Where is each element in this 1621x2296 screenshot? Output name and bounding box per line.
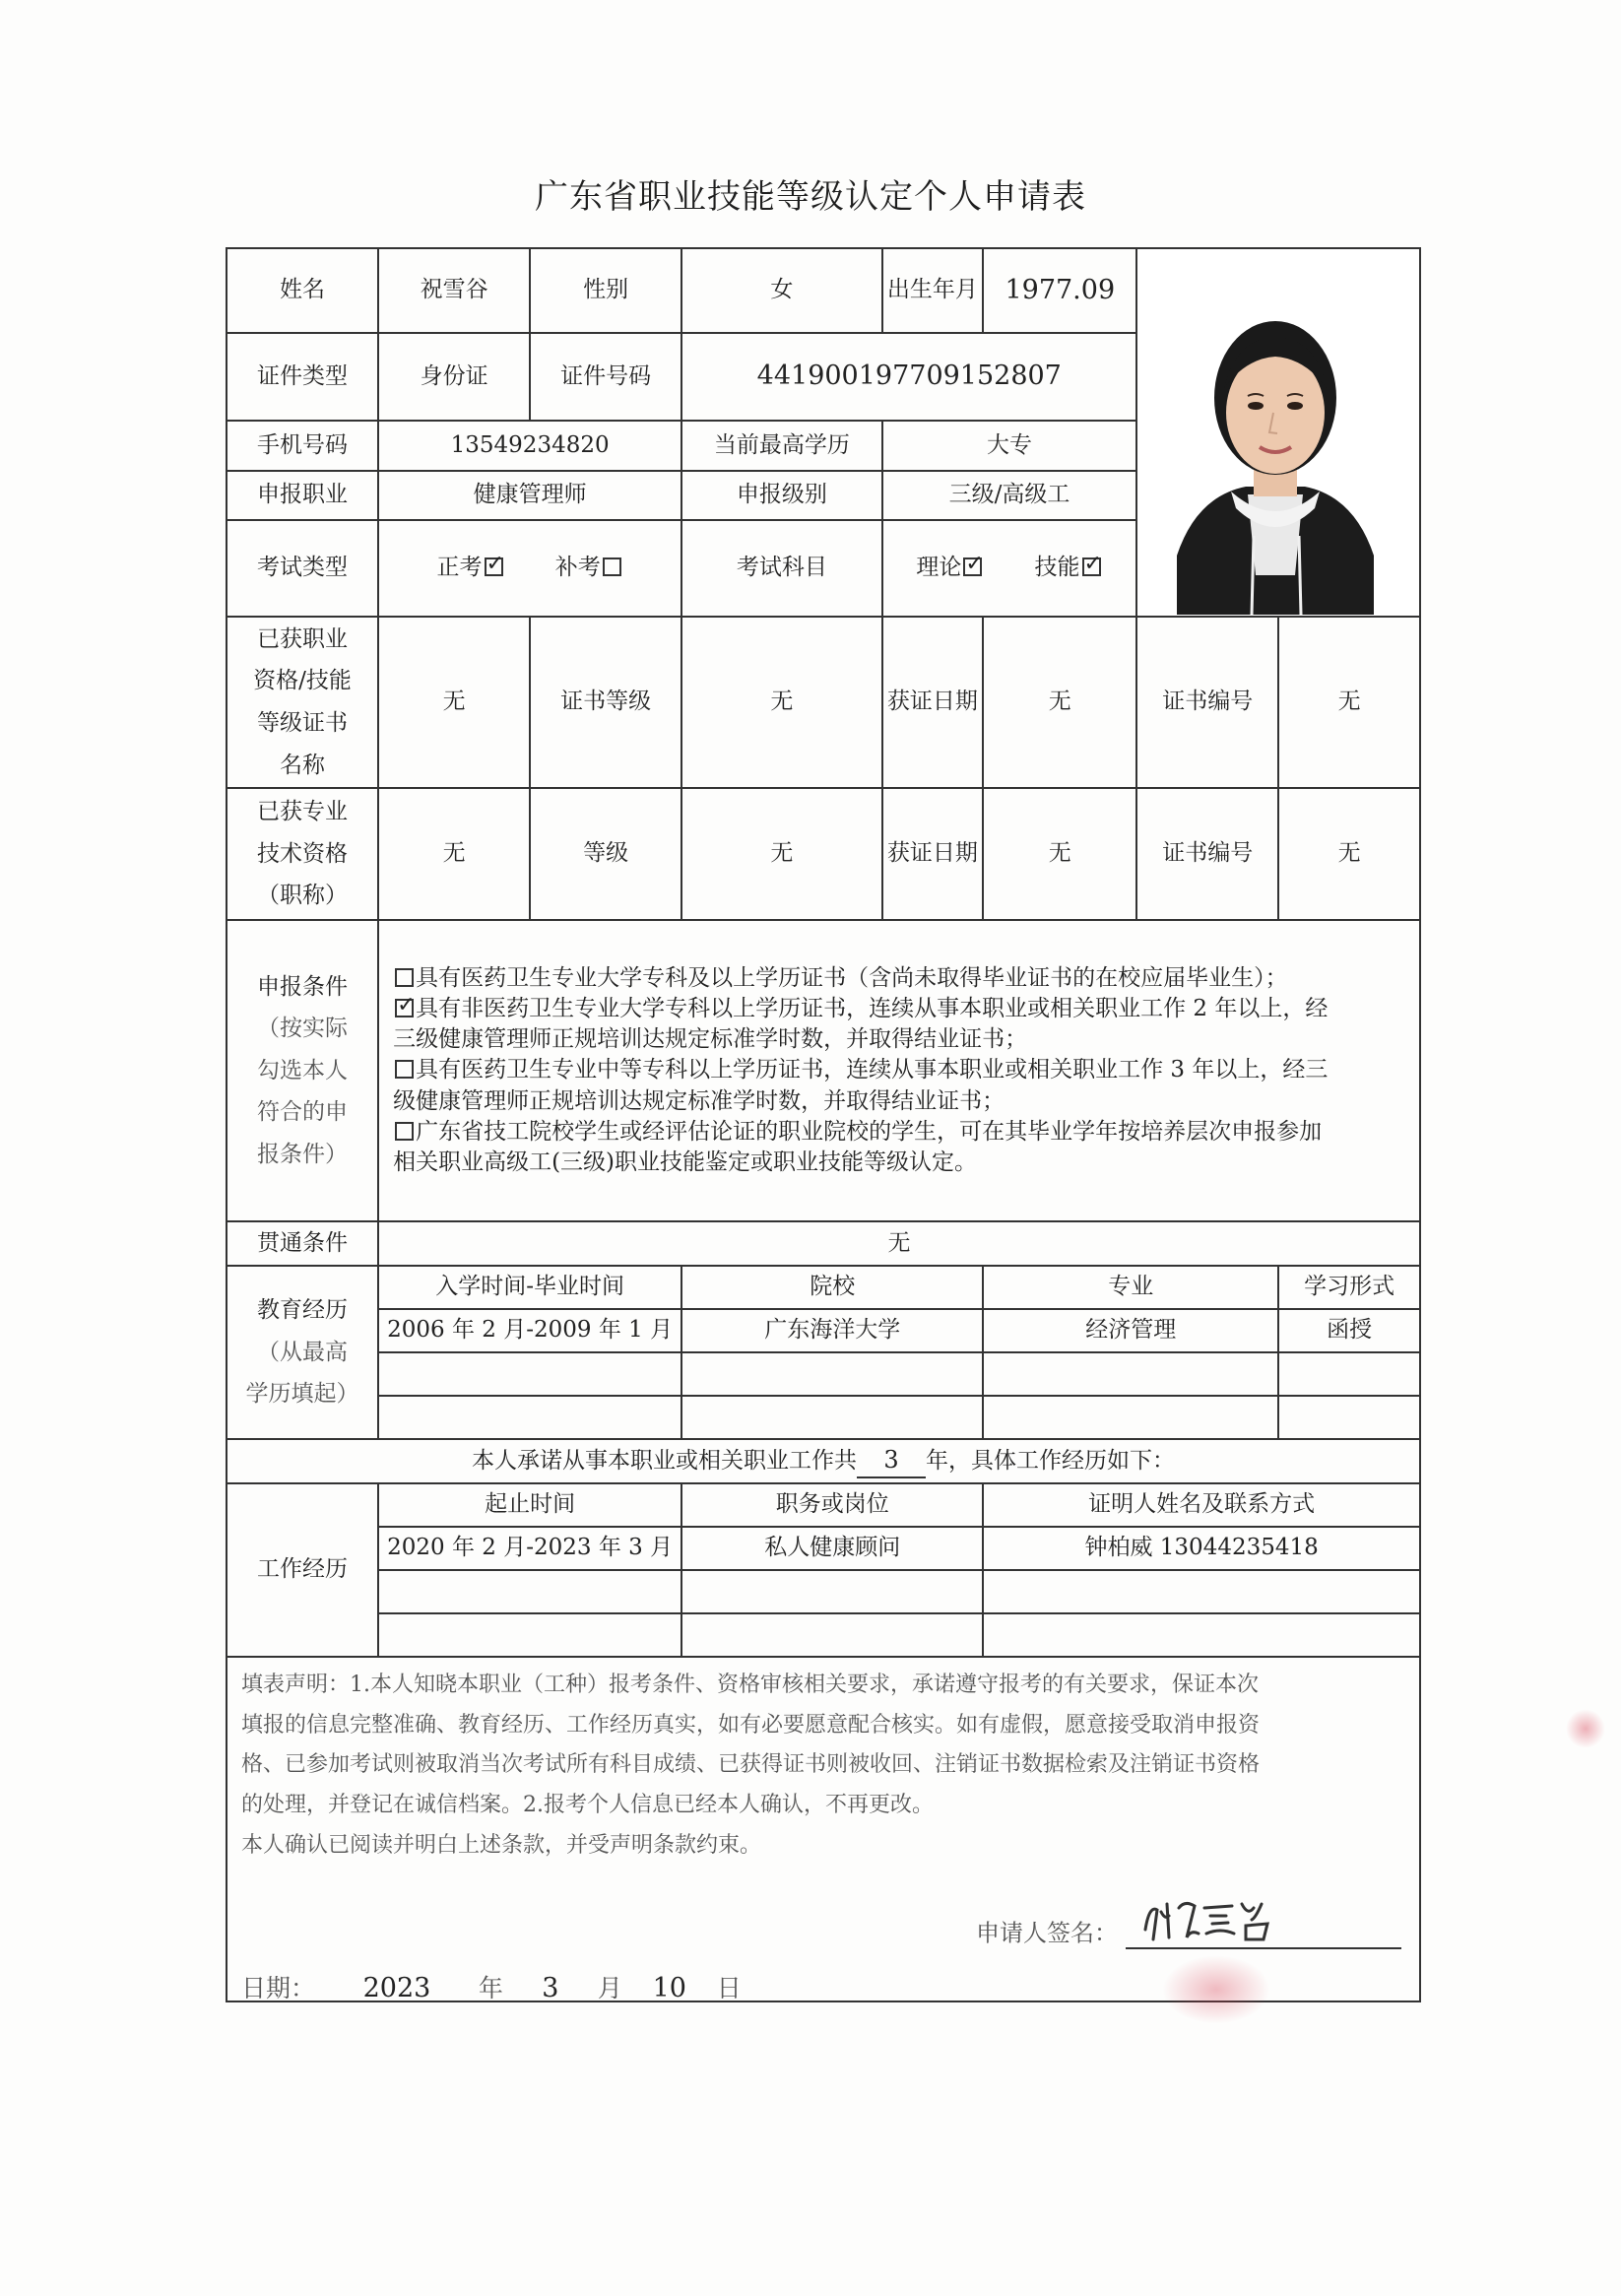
declaration-section xyxy=(227,1657,1420,2001)
red-ink-mark xyxy=(1566,1709,1605,1748)
cert-date-label: 获证日期 xyxy=(882,617,984,788)
qualification-level-value: 无 xyxy=(681,617,881,788)
edu-header-major: 专业 xyxy=(983,1266,1278,1309)
exam-type-label: 考试类型 xyxy=(227,520,378,617)
id-no-value: 441900197709152807 xyxy=(681,333,1136,421)
applicant-photo xyxy=(1136,248,1420,617)
handwritten-signature xyxy=(1135,1890,1283,1957)
exam-regular-label: 正考 xyxy=(436,555,483,581)
phone-value: 13549234820 xyxy=(378,421,681,471)
table-row xyxy=(227,1613,1420,1657)
grade-label: 等级 xyxy=(530,788,681,920)
declaration-text: 填表声明：1.本人知晓本职业（工种）报考条件、资格审核相关要求，承诺遵守报考的有关要求，保证本次 填报的信息完整准确、教育经历、工作经历真实，如有必要愿意配合核实。如有虚假，愿意接受取消申报资 格、已参加考试则被取消当次考试所有科目成绩、已获得证书则被收回、注销证书数据检索及注销证书资格 的处理，并登记在诚信档案。2.报考个人信息已经本人确认，不再更改。 本人确认已阅读并明白上述条款，并受声明条款约束。 xyxy=(241,1673,1261,1858)
professional-date-label: 获证日期 xyxy=(882,788,984,920)
level-value: 三级/高级工 xyxy=(882,471,1137,520)
edu-header-mode: 学习形式 xyxy=(1278,1266,1420,1309)
id-type-label: 证件类型 xyxy=(227,333,378,421)
conditions-list: 具有医药卫生专业大学专科及以上学历证书（含尚未取得毕业证书的在校应届毕业生）； ✓具有非医药卫生专业大学专科以上学历证书，连续从事本职业或相关职业工作 2 年以上，经 三级健康管理师正规培训达规定标准学时数，并取得结业证书； 具有医药卫生专业中等专科以上学历证书，连续从事本职业或相关职业工作 3 年以上，经三 级健康管理师正规培训达规定标准学时数，并取得结业证书； 广东省技工院校学生或经评估论证的职业院校的学生，可在其毕业学年按培养层次申报参加 相关职业高级工(三级)职业技能鉴定或职业技能等级认定。 xyxy=(378,920,1420,1221)
page-title: 广东省职业技能等级认定个人申请表 xyxy=(535,177,1086,217)
professional-date-value: 无 xyxy=(983,788,1136,920)
occupation-value: 健康管理师 xyxy=(378,471,681,520)
name-label: 姓名 xyxy=(227,248,378,333)
phone-label: 手机号码 xyxy=(227,421,378,471)
qualification-date-value: 无 xyxy=(983,617,1136,788)
education-label: 当前最高学历 xyxy=(681,421,881,471)
table-row: 2006 年 2 月-2009 年 1 月 广东海洋大学 经济管理 函授 xyxy=(227,1309,1420,1352)
condition-item: 广东省技工院校学生或经评估论证的职业院校的学生，可在其毕业学年按培养层次申报参加 xyxy=(393,1117,1405,1148)
exam-subject-options xyxy=(882,520,1137,617)
skill-label: 技能 xyxy=(1034,555,1080,581)
work-history-label: 工作经历 xyxy=(227,1483,378,1657)
level-label: 申报级别 xyxy=(681,471,881,520)
condition-item: 具有医药卫生专业中等专科以上学历证书，连续从事本职业或相关职业工作 3 年以上，经三 xyxy=(393,1055,1405,1085)
work-commitment: 本人承诺从事本职业或相关职业工作共 3 年，具体工作经历如下： xyxy=(227,1439,1420,1483)
exam-regular-checkbox[interactable] xyxy=(485,558,503,576)
theory-label: 理论 xyxy=(916,555,962,581)
through-label: 贯通条件 xyxy=(227,1221,378,1266)
professional-no-value: 无 xyxy=(1278,788,1420,920)
through-value: 无 xyxy=(378,1221,1420,1266)
date-day[interactable]: 10 xyxy=(630,1971,709,2001)
education-history-label: 教育经历 （从最高 学历填起） xyxy=(227,1266,378,1439)
condition-1-checkbox[interactable] xyxy=(395,968,414,987)
professional-level-value: 无 xyxy=(681,788,881,920)
date-year[interactable]: 2023 xyxy=(323,1971,471,2001)
table-row: 2020 年 2 月-2023 年 3 月 私人健康顾问 钟柏威 13044235418 xyxy=(227,1527,1420,1570)
cert-no-label: 证书编号 xyxy=(1136,617,1278,788)
theory-checkbox[interactable] xyxy=(963,558,982,576)
occupation-label: 申报职业 xyxy=(227,471,378,520)
conditions-label: 申报条件 （按实际 勾选本人 符合的申 报条件） xyxy=(227,920,378,1221)
qualification-no-value: 无 xyxy=(1278,617,1420,788)
date-label: 日期： xyxy=(241,1974,316,2001)
work-header-period: 起止时间 xyxy=(378,1483,681,1527)
edu-header-period: 入学时间-毕业时间 xyxy=(378,1266,681,1309)
table-row xyxy=(227,1396,1420,1439)
exam-makeup-label: 补考 xyxy=(554,555,601,581)
work-header-position: 职务或岗位 xyxy=(681,1483,983,1527)
cert-level-label: 证书等级 xyxy=(530,617,681,788)
condition-4-checkbox[interactable] xyxy=(395,1122,414,1141)
qualification-label: 已获职业 资格/技能 等级证书 名称 xyxy=(227,617,378,788)
date-month[interactable]: 3 xyxy=(511,1971,590,2001)
professional-name-value: 无 xyxy=(378,788,530,920)
id-type-value: 身份证 xyxy=(378,333,530,421)
name-value: 祝雪谷 xyxy=(378,248,530,333)
skill-checkbox[interactable] xyxy=(1082,558,1101,576)
education-value: 大专 xyxy=(882,421,1137,471)
portrait-image xyxy=(1137,250,1413,615)
exam-subject-label: 考试科目 xyxy=(681,520,881,617)
condition-2-checkbox[interactable] xyxy=(395,999,414,1017)
application-form xyxy=(226,247,1421,2002)
table-row xyxy=(227,1352,1420,1396)
table-row xyxy=(227,1570,1420,1613)
professional-label: 已获专业 技术资格 （职称） xyxy=(227,788,378,920)
work-years: 3 xyxy=(857,1444,926,1477)
exam-type-options xyxy=(378,520,681,617)
birth-label: 出生年月 xyxy=(882,248,984,333)
sign-label: 申请人签名： xyxy=(976,1919,1118,1947)
id-no-label: 证件号码 xyxy=(530,333,681,421)
condition-item: ✓具有非医药卫生专业大学专科以上学历证书，连续从事本职业或相关职业工作 2 年以上，经 xyxy=(393,994,1405,1024)
qualification-name-value: 无 xyxy=(378,617,530,788)
gender-value: 女 xyxy=(681,248,881,333)
date-row: 日期： 2023 年 3 月 10 日 xyxy=(241,1971,742,2001)
gender-label: 性别 xyxy=(530,248,681,333)
signature-row xyxy=(976,1912,1401,1949)
birth-value: 1977.09 xyxy=(983,248,1136,333)
work-header-reference: 证明人姓名及联系方式 xyxy=(983,1483,1420,1527)
edu-header-school: 院校 xyxy=(681,1266,983,1309)
professional-no-label: 证书编号 xyxy=(1136,788,1278,920)
condition-3-checkbox[interactable] xyxy=(395,1060,414,1079)
red-ink-stamp xyxy=(1162,1955,1270,2024)
signature-field[interactable] xyxy=(1126,1912,1401,1949)
condition-item: 具有医药卫生专业大学专科及以上学历证书（含尚未取得毕业证书的在校应届毕业生）； xyxy=(393,963,1405,994)
exam-makeup-checkbox[interactable] xyxy=(603,558,621,576)
